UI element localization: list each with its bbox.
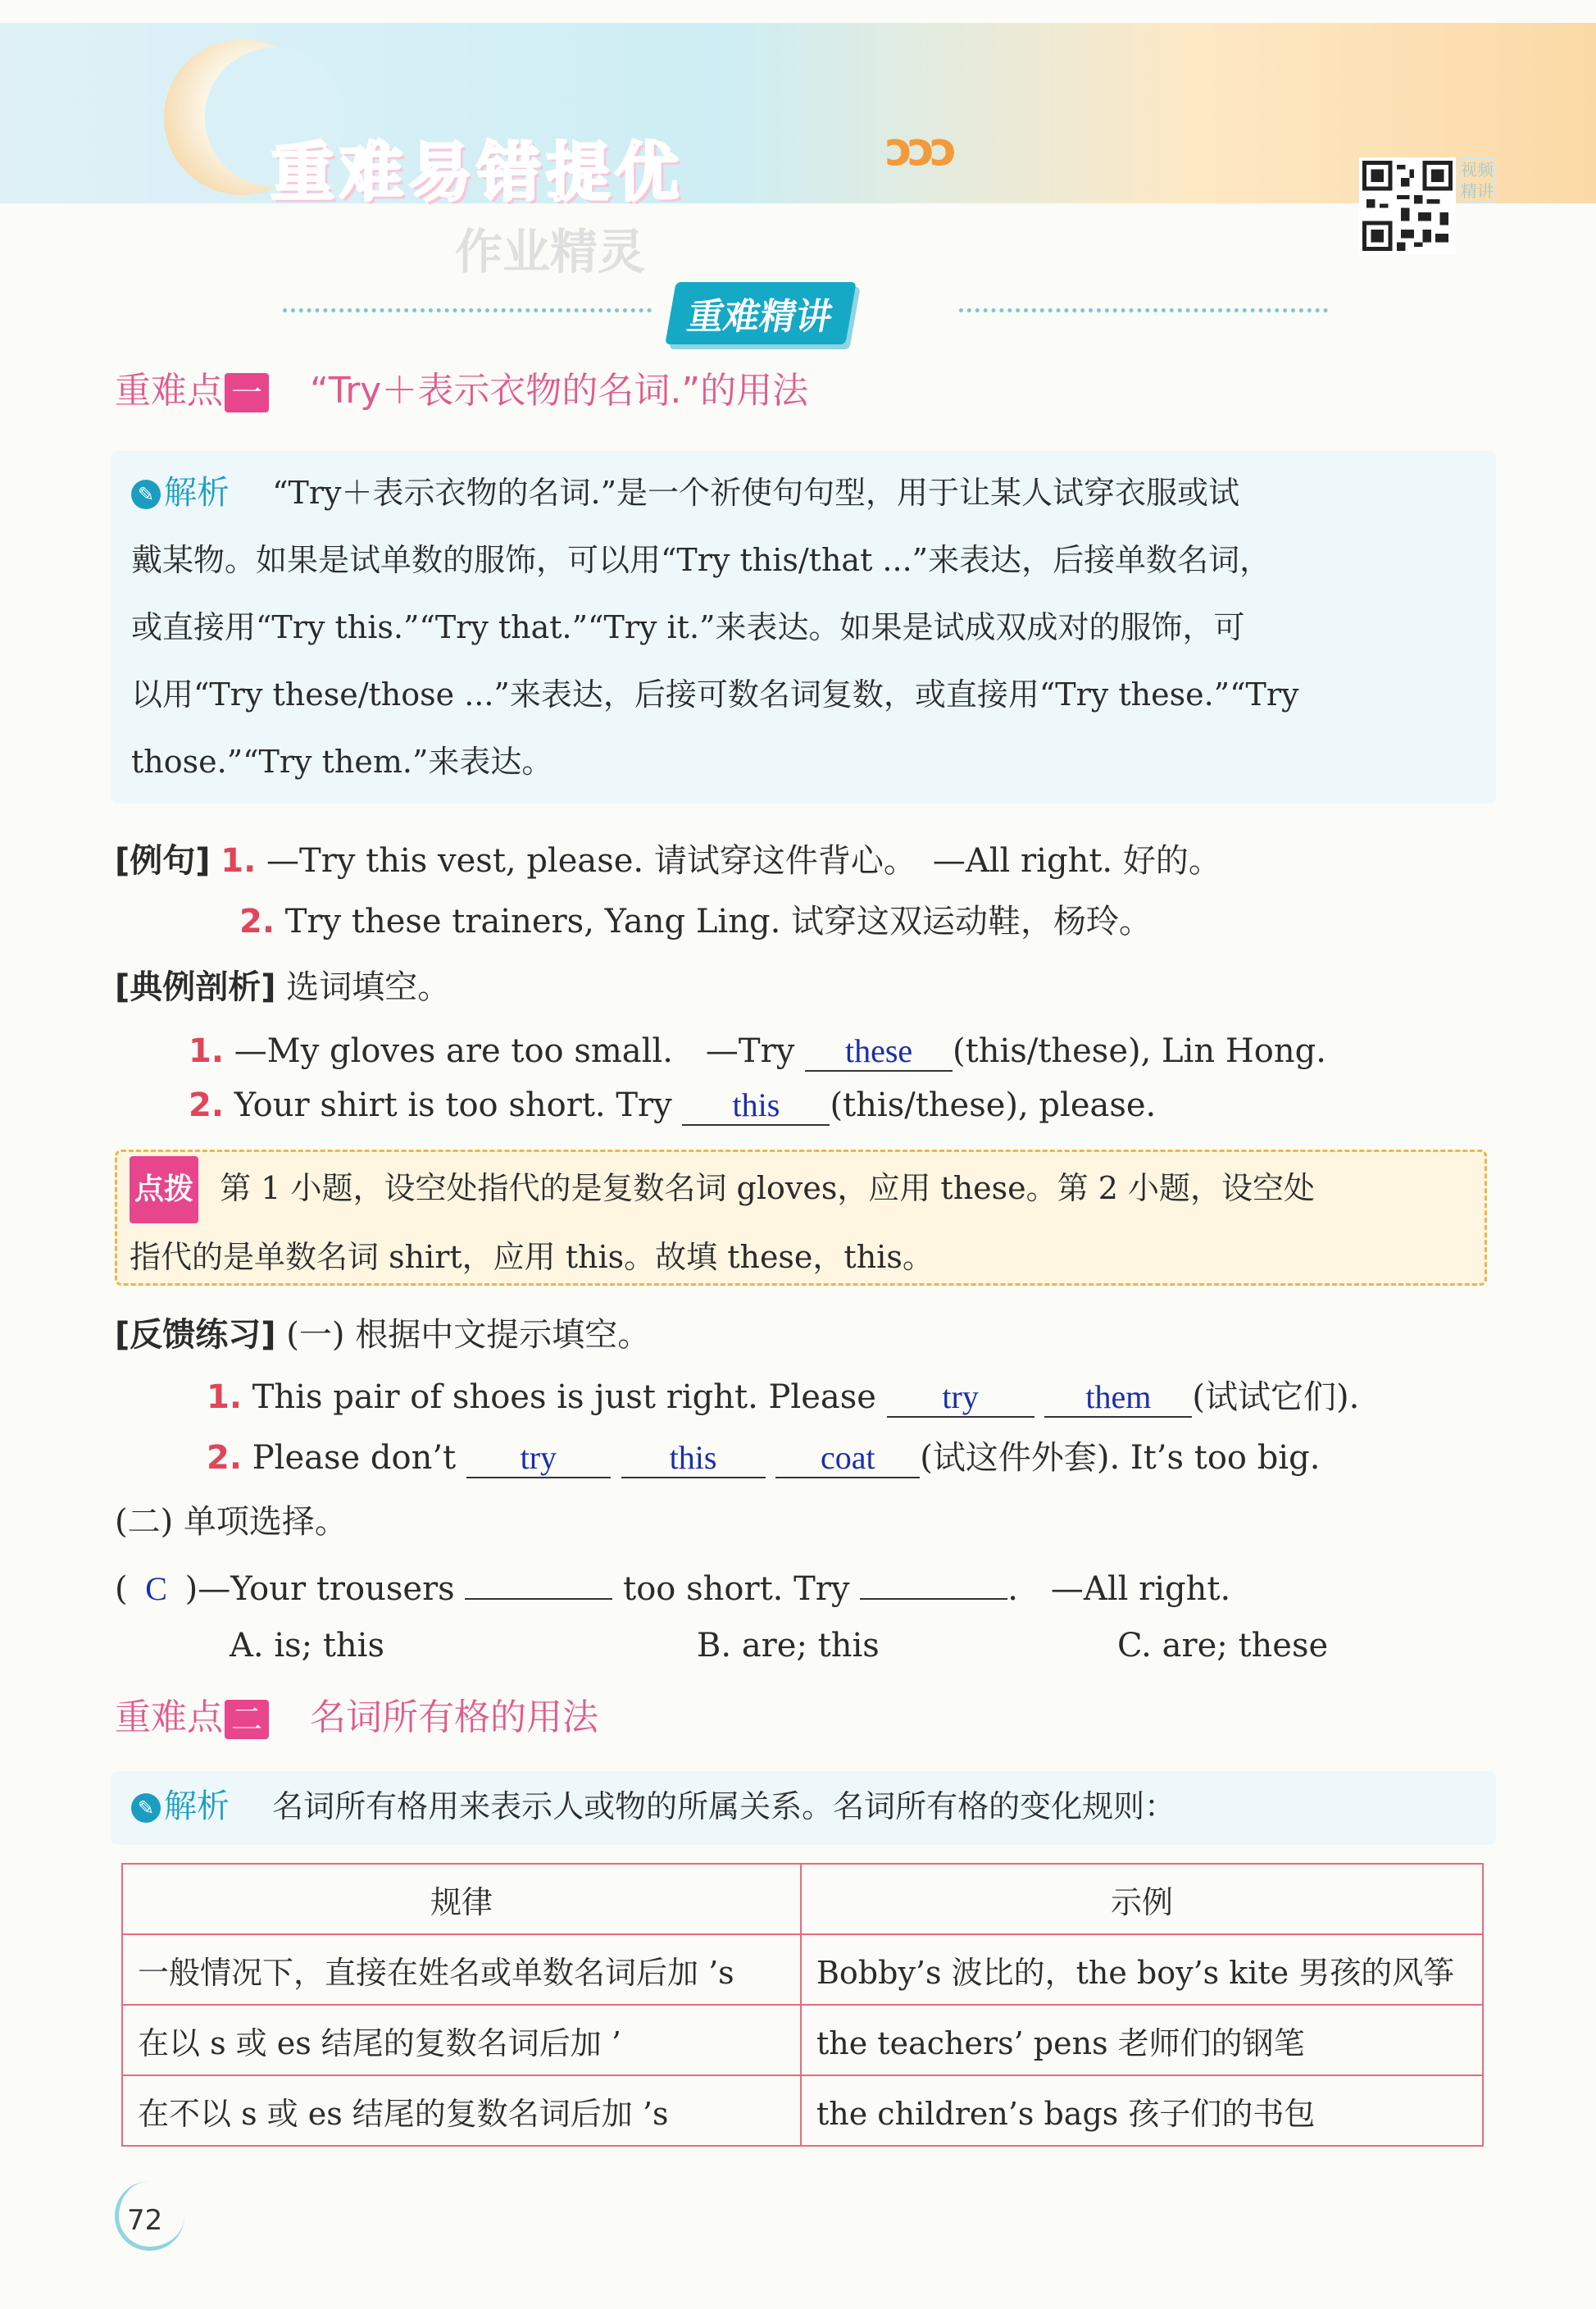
tip-line: 第 1 小题，设空处指代的是复数名词 gloves，应用 these。第 2 小题，设空处	[220, 1170, 1315, 1206]
answer-blank[interactable]: these	[805, 1032, 953, 1072]
typical-question-1	[189, 1025, 1326, 1072]
question-text: )—Your trousers	[184, 1570, 466, 1608]
analysis-line: 或直接用“Try this.”“Try that.”“Try it.”来表达。如果是试成双成对的服饰，可	[131, 609, 1245, 645]
example-1	[115, 835, 1221, 881]
mc-option-a[interactable]: A. is; this	[230, 1627, 384, 1665]
feedback-question-2	[207, 1432, 1320, 1478]
question-num: 2.	[189, 1086, 225, 1124]
feedback-part2: (二) 单项选择。	[115, 1503, 348, 1541]
pencil-icon: ✎	[131, 1793, 161, 1823]
dotted-divider-left	[283, 308, 652, 312]
point1-label: 重难点	[115, 370, 223, 412]
point2-heading	[115, 1687, 598, 1740]
answer-blank[interactable]: this	[621, 1438, 766, 1478]
example-num: 1.	[221, 842, 257, 880]
typical-label: [典例剖析]	[115, 968, 276, 1006]
answer-blank[interactable]: try	[887, 1378, 1034, 1418]
table-cell: 在不以 s 或 es 结尾的复数名词后加 ’s	[122, 2075, 801, 2146]
table-cell: Bobby’s 波比的，the boy’s kite 男孩的风筝	[801, 1934, 1483, 2005]
point1-heading	[115, 361, 808, 413]
watermark: 作业精灵	[455, 224, 646, 280]
question-num: 1.	[207, 1378, 243, 1416]
table-cell: the teachers’ pens 老师们的钢笔	[801, 2005, 1483, 2075]
pencil-icon: ✎	[131, 480, 161, 509]
question-num: 2.	[207, 1439, 243, 1477]
mc-answer[interactable]: C	[145, 1570, 167, 1607]
mc-option-b[interactable]: B. are; this	[697, 1627, 880, 1665]
page-title: 重难易错提优	[271, 136, 684, 210]
table-header: 规律	[122, 1864, 801, 1934]
answer-blank[interactable]: try	[466, 1438, 611, 1478]
question-text: Your shirt is too short. Try	[234, 1086, 683, 1124]
answer-blank[interactable]	[860, 1598, 1007, 1600]
analysis-line: 戴某物。如果是试单数的服饰，可以用“Try this/that ...”来表达，后接单数名词，	[131, 542, 1271, 578]
tip-content	[130, 1154, 1474, 1291]
question-text: —My gloves are too small. —Try	[234, 1032, 806, 1070]
analysis-text: 名词所有格用来表示人或物的所属关系。名词所有格的变化规则：	[272, 1788, 1176, 1824]
typical-instruction: 选词填空。	[286, 968, 451, 1006]
typical-heading	[115, 961, 450, 1008]
point2-number: 二	[225, 1700, 269, 1739]
example-label: [例句]	[115, 842, 211, 880]
section-tag: 重难精讲	[665, 282, 856, 344]
feedback-part1: (一) 根据中文提示填空。	[286, 1316, 651, 1354]
answer-blank[interactable]: this	[682, 1086, 830, 1126]
question-text: Please don’t	[252, 1439, 466, 1477]
mc-option-c[interactable]: C. are; these	[1117, 1627, 1329, 1665]
question-text: (this/these), Lin Hong.	[953, 1032, 1326, 1070]
swirl-icon: ↄↄↄ	[885, 123, 953, 176]
analysis-line: “Try＋表示衣物的名词.”是一个祈使句句型，用于让某人试穿衣服或试	[272, 475, 1240, 511]
example-text: —Try this vest, please. 请试穿这件背心。 —All right. 好的。	[266, 842, 1221, 880]
analysis-label: ✎ 解析	[131, 474, 230, 512]
table-cell: 在以 s 或 es 结尾的复数名词后加 ’	[122, 2005, 801, 2075]
answer-blank[interactable]: them	[1044, 1378, 1192, 1418]
point1-number: 一	[225, 373, 269, 412]
feedback-question-1	[207, 1371, 1359, 1418]
mc-question: ( C )—Your trousers too short. Try . —All right.	[115, 1570, 1231, 1608]
answer-blank[interactable]	[465, 1598, 612, 1600]
analysis-line: 以用“Try these/those ...”来表达，后接可数名词复数，或直接用“Try these.”“Try	[131, 676, 1299, 713]
point1-title: “Try＋表示衣物的名词.”的用法	[310, 370, 809, 412]
feedback-label: [反馈练习]	[115, 1316, 276, 1354]
point2-analysis	[131, 1773, 1175, 1840]
example-text: Try these trainers, Yang Ling. 试穿这双运动鞋，杨玲。	[284, 903, 1153, 940]
example-2	[239, 895, 1152, 942]
point2-label: 重难点	[115, 1696, 223, 1738]
table-header-row	[122, 1864, 1483, 1934]
answer-blank[interactable]: coat	[775, 1438, 920, 1478]
table-row	[122, 2075, 1483, 2146]
question-text: . —All right.	[1007, 1570, 1231, 1608]
tip-label: 点拨	[130, 1156, 198, 1223]
example-num: 2.	[239, 903, 275, 940]
table-cell: 一般情况下，直接在姓名或单数名词后加 ’s	[122, 1934, 801, 2005]
table-row	[122, 1934, 1483, 2005]
possessive-rules-table	[121, 1863, 1484, 2147]
question-text: (试这件外套). It’s too big.	[920, 1439, 1321, 1477]
feedback-heading	[115, 1309, 650, 1355]
typical-question-2	[189, 1086, 1156, 1126]
qr-code-icon[interactable]	[1359, 157, 1456, 254]
table-header: 示例	[801, 1864, 1483, 1934]
page-number: 72	[127, 2204, 163, 2237]
point1-analysis	[131, 459, 1484, 795]
analysis-line: those.”“Try them.”来表达。	[131, 744, 553, 780]
dotted-divider-right	[959, 308, 1328, 312]
qr-label: 视频精讲	[1459, 157, 1495, 203]
point2-title: 名词所有格的用法	[310, 1696, 598, 1738]
question-text: too short. Try	[612, 1570, 861, 1608]
table-row	[122, 2005, 1483, 2075]
tip-line: 指代的是单数名词 shirt，应用 this。故填 these，this。	[130, 1239, 934, 1275]
analysis-label: ✎ 解析	[131, 1788, 230, 1825]
table-cell: the children’s bags 孩子们的书包	[801, 2075, 1483, 2146]
question-text: (this/these), please.	[830, 1086, 1157, 1124]
question-num: 1.	[189, 1032, 225, 1070]
question-text: (试试它们).	[1192, 1378, 1360, 1416]
question-text: This pair of shoes is just right. Please	[252, 1378, 887, 1416]
